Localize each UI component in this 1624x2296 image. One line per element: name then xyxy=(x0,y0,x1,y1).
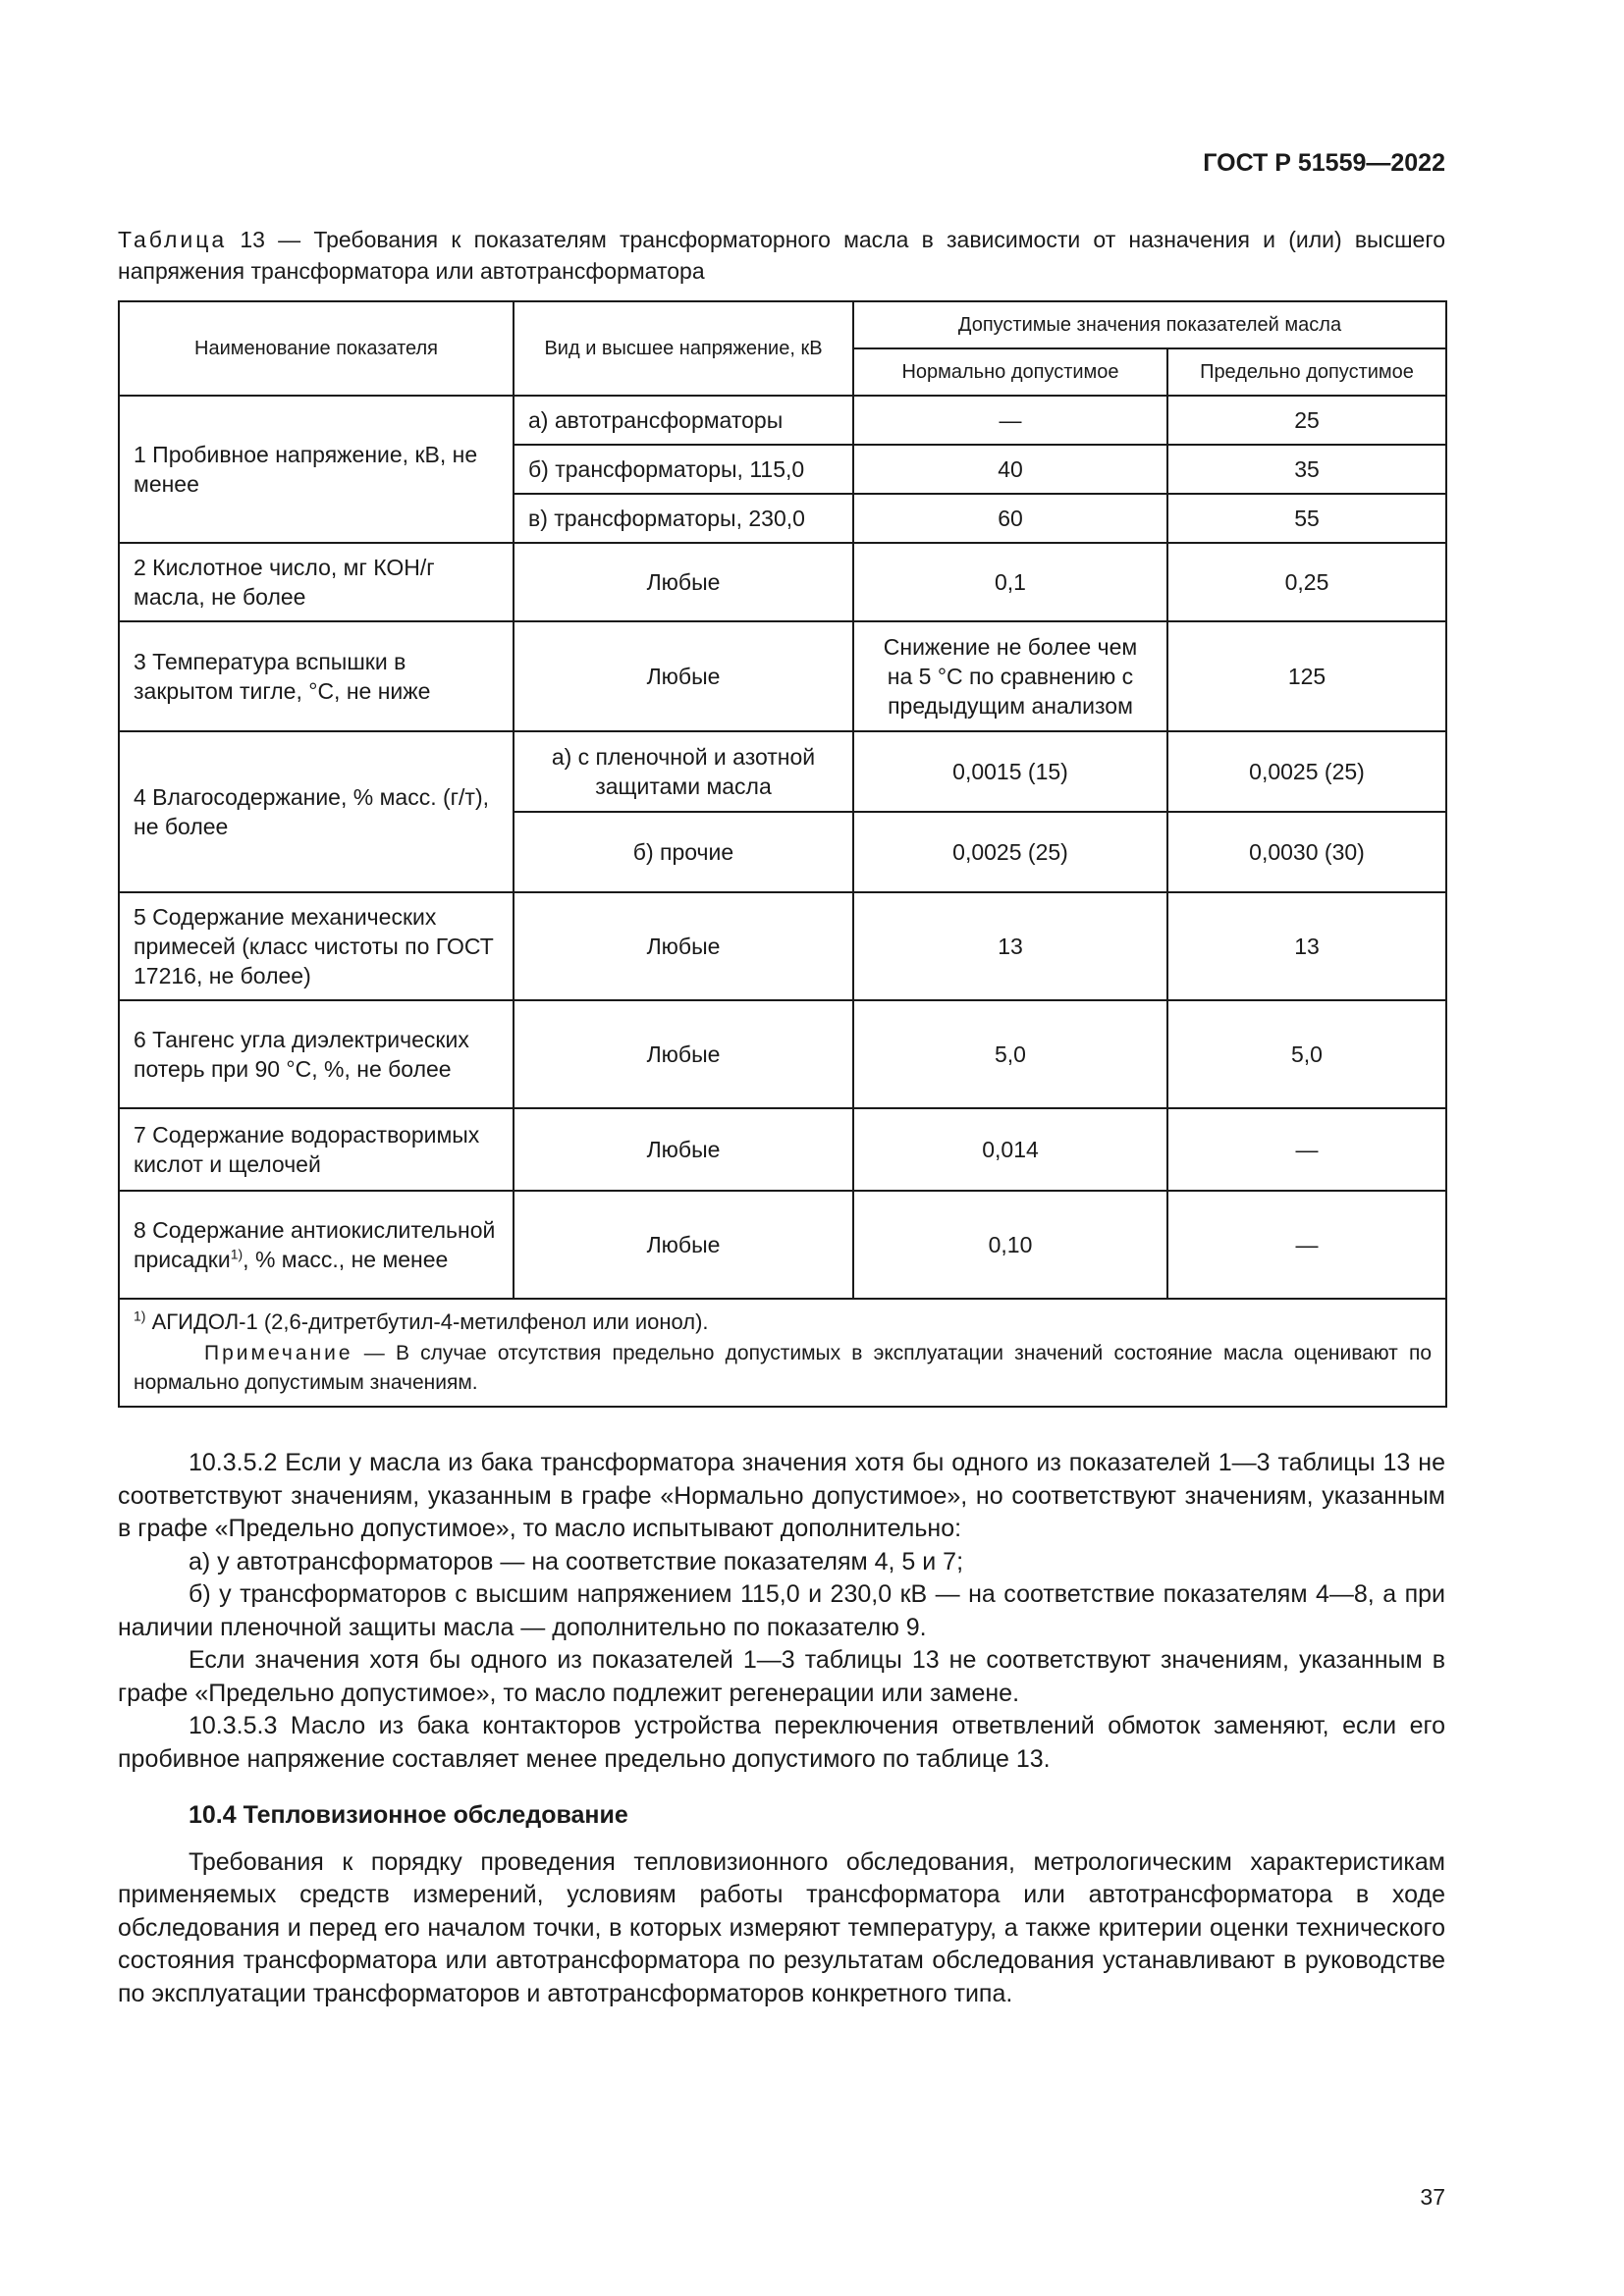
row6-limit: 5,0 xyxy=(1167,1000,1446,1108)
row4a-type: а) с пленочной и азотной защитами масла xyxy=(514,731,853,812)
row1b-normal: 40 xyxy=(853,445,1167,494)
row8-type: Любые xyxy=(514,1191,853,1299)
row4a-normal: 0,0015 (15) xyxy=(853,731,1167,812)
row1c-type: в) трансформаторы, 230,0 xyxy=(514,494,853,543)
row5-normal: 13 xyxy=(853,892,1167,1000)
table-note xyxy=(134,1339,1432,1398)
row4b-limit: 0,0030 (30) xyxy=(1167,812,1446,892)
row7-limit: — xyxy=(1167,1108,1446,1191)
paragraph-item-b: б) у трансформаторов с высшим напряжением 115,0 и 230,0 кВ — на соответствие показателям 4—8, а при наличии пленочной защиты масла — дополнительно по показателю 9. xyxy=(118,1580,1445,1641)
table-row xyxy=(119,892,1446,1000)
row1b-type: б) трансформаторы, 115,0 xyxy=(514,445,853,494)
paragraph-regeneration: Если значения хотя бы одного из показателей 1—3 таблицы 13 не соответствуют значениям, указанным в графе «Предельно допустимое», то масло подлежит регенерации или замене. xyxy=(118,1646,1445,1707)
row8-normal: 0,10 xyxy=(853,1191,1167,1299)
row2-type: Любые xyxy=(514,543,853,621)
row5-limit: 13 xyxy=(1167,892,1446,1000)
row4-name: 4 Влагосодержание, % масс. (г/т), не более xyxy=(119,731,514,892)
row3-name: 3 Температура вспышки в закрытом тигле, °С, не ниже xyxy=(119,621,514,731)
row2-limit: 0,25 xyxy=(1167,543,1446,621)
row7-normal: 0,014 xyxy=(853,1108,1167,1191)
footnote-mark: 1) xyxy=(134,1308,146,1324)
row6-normal: 5,0 xyxy=(853,1000,1167,1108)
row1c-limit: 55 xyxy=(1167,494,1446,543)
row8-name-text: 8 Содержание антиокислительной присадки xyxy=(134,1217,496,1272)
footnote-text: АГИДОЛ-1 (2,6-дитретбутил-4-метилфенол или ионол). xyxy=(145,1309,709,1334)
table-caption-text: 13 — Требования к показателям трансформаторного масла в зависимости от назначения и (или) высшего напряжения трансформатора или автотрансформатора xyxy=(118,227,1445,284)
table-footnote xyxy=(134,1306,1432,1339)
note-text: — В случае отсутствия предельно допустимых в эксплуатации значений состояние масла оценивают по нормально допустимым значениям. xyxy=(134,1342,1432,1394)
row1-name: 1 Пробивное напряжение, кВ, не менее xyxy=(119,396,514,543)
body-text xyxy=(118,1447,1445,2010)
row1a-normal: — xyxy=(853,396,1167,445)
header-normal: Нормально допустимое xyxy=(853,348,1167,396)
row8-limit: — xyxy=(1167,1191,1446,1299)
header-allowed-values: Допустимые значения показателей масла xyxy=(853,301,1446,348)
table-caption-label: Таблица xyxy=(118,227,228,252)
header-limit: Предельно допустимое xyxy=(1167,348,1446,396)
row2-name: 2 Кислотное число, мг КОН/г масла, не более xyxy=(119,543,514,621)
row4b-normal: 0,0025 (25) xyxy=(853,812,1167,892)
row3-normal: Снижение не более чем на 5 °С по сравнению с предыдущим анализом xyxy=(853,621,1167,731)
row6-name: 6 Тангенс угла диэлектрических потерь при 90 °С, %, не более xyxy=(119,1000,514,1108)
table-row xyxy=(119,1108,1446,1191)
table-row xyxy=(119,731,1446,812)
row2-normal: 0,1 xyxy=(853,543,1167,621)
row1b-limit: 35 xyxy=(1167,445,1446,494)
row1a-limit: 25 xyxy=(1167,396,1446,445)
section-paragraph: Требования к порядку проведения тепловизионного обследования, метрологическим характеристикам применяемых средств измерений, условиям работы трансформатора или автотрансформатора в ходе обследования и перед его началом точки, в которых измеряют температуру, а также критерии оценки технического состояния трансформатора или автотрансформатора по результатам обследования устанавливают в руководстве по эксплуатации трансформаторов и автотрансформаторов конкретного типа. xyxy=(118,1847,1445,2007)
requirements-table xyxy=(118,300,1447,1408)
page-number: 37 xyxy=(1420,2184,1445,2210)
row1a-type: а) автотрансформаторы xyxy=(514,396,853,445)
row6-type: Любые xyxy=(514,1000,853,1108)
row4a-limit: 0,0025 (25) xyxy=(1167,731,1446,812)
table-row xyxy=(119,543,1446,621)
row4b-type: б) прочие xyxy=(514,812,853,892)
row5-type: Любые xyxy=(514,892,853,1000)
row7-type: Любые xyxy=(514,1108,853,1191)
row8-name xyxy=(119,1191,514,1299)
table-caption xyxy=(118,224,1445,287)
table-notes xyxy=(119,1299,1446,1407)
section-title: 10.4 Тепловизионное обследование xyxy=(189,1801,628,1829)
row3-limit: 125 xyxy=(1167,621,1446,731)
row1c-normal: 60 xyxy=(853,494,1167,543)
table-row xyxy=(119,1191,1446,1299)
row7-name: 7 Содержание водорастворимых кислот и щелочей xyxy=(119,1108,514,1191)
row8-footnote-mark: 1) xyxy=(230,1246,244,1262)
document-code: ГОСТ Р 51559—2022 xyxy=(1203,149,1445,177)
row3-type: Любые xyxy=(514,621,853,731)
paragraph-10-3-5-2: 10.3.5.2 Если у масла из бака трансформатора значения хотя бы одного из показателей 1—3 таблицы 13 не соответствуют значениям, указанным в графе «Нормально допустимое», но соответствуют значениям, указанным в графе «Предельно допустимое», то масло испытывают дополнительно: xyxy=(118,1449,1445,1542)
header-indicator: Наименование показателя xyxy=(119,301,514,396)
table-row xyxy=(119,621,1446,731)
paragraph-item-a: а) у автотрансформаторов — на соответствие показателям 4, 5 и 7; xyxy=(189,1547,964,1575)
paragraph-10-3-5-3: 10.3.5.3 Масло из бака контакторов устройства переключения ответвлений обмоток заменяют, если его пробивное напряжение составляет менее предельно допустимого по таблице 13. xyxy=(118,1712,1445,1773)
row5-name: 5 Содержание механических примесей (класс чистоты по ГОСТ 17216, не более) xyxy=(119,892,514,1000)
table-notes-row xyxy=(119,1299,1446,1407)
note-label: Примечание xyxy=(204,1342,353,1364)
table-row xyxy=(119,396,1446,445)
table-row xyxy=(119,1000,1446,1108)
header-type-voltage: Вид и высшее напряжение, кВ xyxy=(514,301,853,396)
row8-name-suffix: , % масс., не менее xyxy=(243,1247,449,1272)
